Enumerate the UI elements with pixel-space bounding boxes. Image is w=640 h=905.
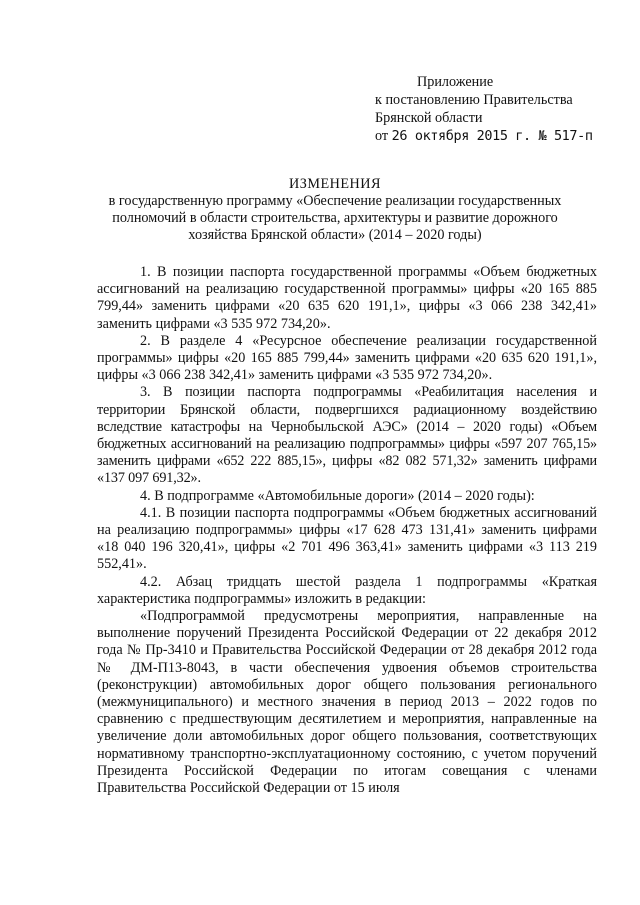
title-heading: ИЗМЕНЕНИЯ <box>288 176 381 192</box>
document-title <box>100 176 570 244</box>
appendix-resolution: к постановлению Правительства <box>375 92 573 108</box>
appendix-title: Приложение <box>417 74 494 90</box>
paragraph-2: 2. В разделе 4 «Ресурсное обеспечение реализации государственной программы» цифры «20 165 885 799,44» заменить цифрами «20 635 620 191,1», цифры «3 066 238 342,41» заменить цифрами «3 535 972 734,20». <box>97 332 597 384</box>
paragraph-4-1: 4.1. В позиции паспорта подпрограммы «Объем бюджетных ассигнований на реализацию подпрограммы» цифры «17 628 473 131,41» заменить цифрами «18 040 196 320,41», цифры «2 701 496 363,41» заменить цифрами «3 113 219 552,41». <box>97 504 597 573</box>
paragraph-4: 4. В подпрограмме «Автомобильные дороги» (2014 – 2020 годы): <box>140 487 535 504</box>
paragraph-3: 3. В позиции паспорта подпрограммы «Реабилитация населения и территории Брянской области, подвергшихся радиационному воздействию вследствие катастрофы на Чернобыльской АЭС» (2014 – 2020 годы) «Объем бюджетных ассигнований на реализацию подпрограммы» цифры «597 207 765,15» заменить цифрами «652 222 885,15», цифры «82 082 571,32» заменить цифрами «137 097 691,32». <box>97 384 597 487</box>
appendix-date-prefix: от <box>375 128 389 144</box>
document-body <box>97 264 597 797</box>
title-subtitle: в государственную программу «Обеспечение реализации государственных полномочий в области строительства, архитектуры и развитие дорожного хозяйства Брянской области» (2014 – 2020 годы) <box>108 193 562 243</box>
appendix-region: Брянской области <box>375 110 483 126</box>
appendix-date-number: 26 октября 2015 г. № 517-п <box>391 128 593 144</box>
appendix-block <box>375 73 593 145</box>
paragraph-quote: «Подпрограммой предусмотрены мероприятия, направленные на выполнение поручений Президента Российской Федерации от 22 декабря 2012 года № Пр-3410 и Правительства Российской Федерации от 28 декабря 2012 года № ДМ-П13-8043, в части обеспечения удвоения объемов строительства (реконструкции) автомобильных дорог общего пользования регионального (межмуниципального) и местного значения в период 2013 – 2022 годов по сравнению с предшествующим десятилетием и мероприятия, направленные на увеличение доли автомобильных дорог общего пользования, соответствующих нормативному транспортно-эксплуатационному состоянию, с учетом поручений Президента Российской Федерации по итогам совещания с членами Правительства Российской Федерации от 15 июля <box>97 608 597 797</box>
paragraph-1: 1. В позиции паспорта государственной программы «Объем бюджетных ассигнований на реализацию государственной программы» цифры «20 165 885 799,44» заменить цифрами «20 635 620 191,1», цифры «3 066 238 342,41» заменить цифрами «3 535 972 734,20». <box>97 264 597 332</box>
paragraph-4-2: 4.2. Абзац тридцать шестой раздела 1 подпрограммы «Краткая характеристика подпрограммы» изложить в редакции: <box>97 573 597 607</box>
appendix-date-line <box>375 127 593 145</box>
